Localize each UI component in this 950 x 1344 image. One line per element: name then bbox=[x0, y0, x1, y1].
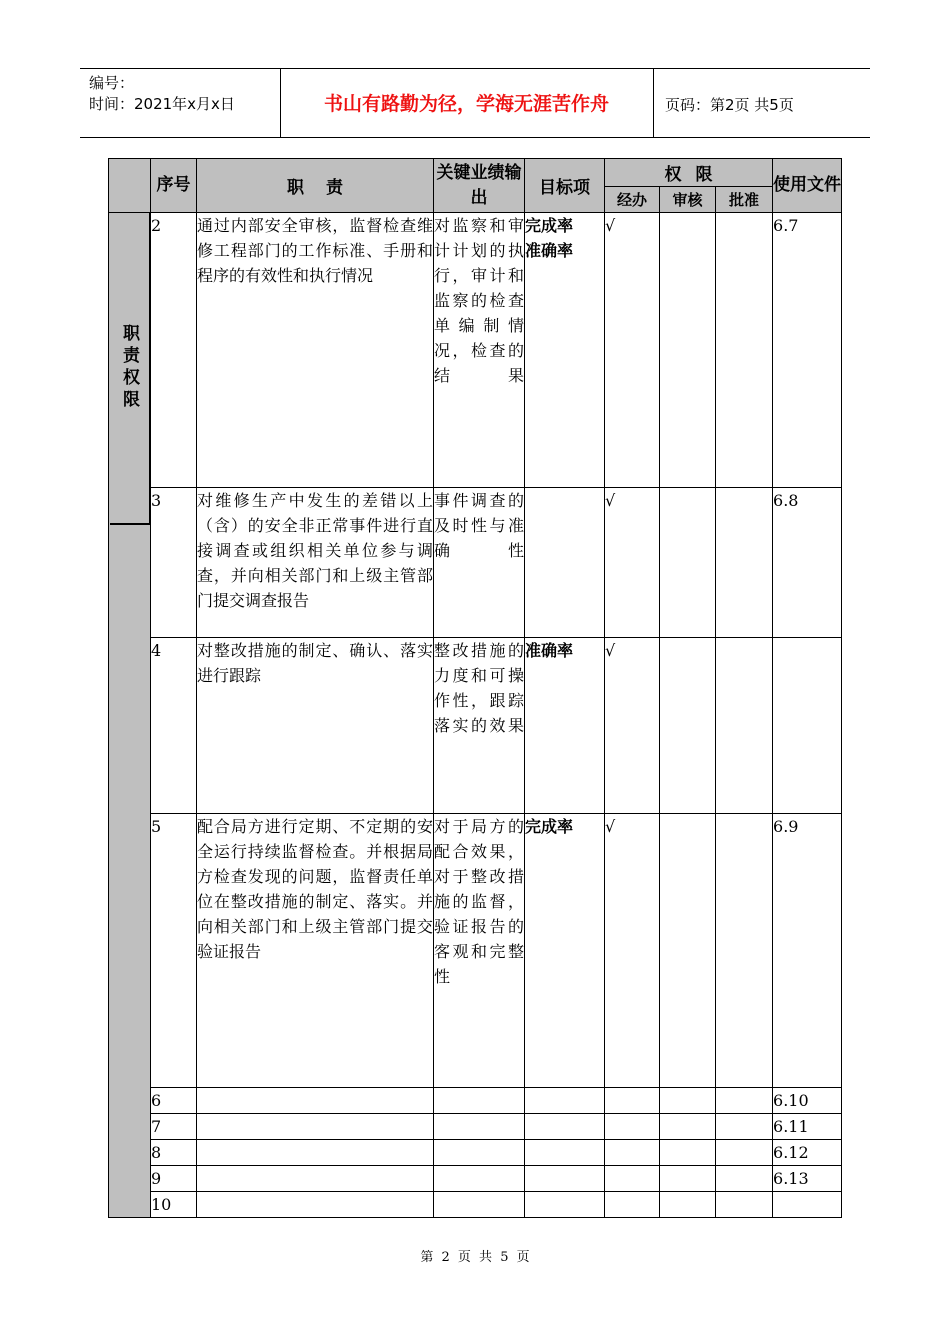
row-num: 10 bbox=[151, 1192, 197, 1218]
row-handle-check: √ bbox=[605, 638, 660, 814]
row-handle-check: √ bbox=[605, 488, 660, 638]
row-target bbox=[525, 488, 605, 638]
row-duty bbox=[197, 1192, 434, 1218]
row-approve-check bbox=[716, 638, 773, 814]
row-target bbox=[525, 1166, 605, 1192]
duty-table bbox=[108, 158, 842, 1218]
page-indicator: 页码：第2页 共5页 bbox=[665, 96, 794, 114]
row-review-check bbox=[660, 1088, 716, 1114]
row-duty: 通过内部安全审核，监督检查维修工程部门的工作标准、手册和程序的有效性和执行情况 bbox=[197, 213, 434, 488]
col-review-header: 审核 bbox=[660, 187, 716, 213]
row-kpi bbox=[434, 1140, 525, 1166]
row-duty: 配合局方进行定期、不定期的安全运行持续监督检查。并根据局方检查发现的问题，监督责任单位在整改措施的制定、落实。并向相关部门和上级主管部门提交验证报告 bbox=[197, 814, 434, 1088]
row-kpi bbox=[434, 1114, 525, 1140]
col-num-header: 序号 bbox=[151, 159, 197, 213]
page-footer: 第 2 页 共 5 页 bbox=[420, 1250, 530, 1265]
row-file bbox=[773, 638, 842, 814]
row-target bbox=[525, 1088, 605, 1114]
col-authority-header: 权限 bbox=[605, 159, 773, 187]
col-kpi-header: 关键业绩输出 bbox=[434, 159, 525, 213]
table-row bbox=[109, 814, 842, 1088]
table-row bbox=[109, 1192, 842, 1218]
row-duty bbox=[197, 1114, 434, 1140]
table-row bbox=[109, 488, 842, 638]
row-target bbox=[525, 1192, 605, 1218]
table-row bbox=[109, 213, 842, 488]
row-review-check bbox=[660, 638, 716, 814]
row-approve-check bbox=[716, 1140, 773, 1166]
row-approve-check bbox=[716, 1192, 773, 1218]
header-divider bbox=[653, 69, 654, 137]
row-approve-check bbox=[716, 1088, 773, 1114]
row-review-check bbox=[660, 1114, 716, 1140]
number-label: 编号： bbox=[89, 74, 135, 92]
row-review-check bbox=[660, 1166, 716, 1192]
row-duty bbox=[197, 1166, 434, 1192]
time-label: 时间：2021年x月x日 bbox=[89, 95, 235, 113]
table-row bbox=[109, 638, 842, 814]
row-approve-check bbox=[716, 814, 773, 1088]
row-target bbox=[525, 1114, 605, 1140]
row-handle-check bbox=[605, 1114, 660, 1140]
row-review-check bbox=[660, 213, 716, 488]
row-duty bbox=[197, 1140, 434, 1166]
row-file bbox=[773, 1192, 842, 1218]
row-num: 9 bbox=[151, 1166, 197, 1192]
row-file: 6.8 bbox=[773, 488, 842, 638]
col-target-header: 目标项 bbox=[525, 159, 605, 213]
table-row bbox=[109, 1140, 842, 1166]
row-duty: 对维修生产中发生的差错以上（含）的安全非正常事件进行直接调查或组织相关单位参与调查，并向相关部门和上级主管部门提交调查报告 bbox=[197, 488, 434, 638]
row-file: 6.10 bbox=[773, 1088, 842, 1114]
header-motto: 书山有路勤为径，学海无涯苦作舟 bbox=[323, 93, 609, 115]
row-handle-check bbox=[605, 1192, 660, 1218]
row-kpi: 对于局方的配合效果，对于整改措施的监督，验证报告的客观和完整性 bbox=[434, 814, 525, 1088]
row-file: 6.12 bbox=[773, 1140, 842, 1166]
row-file: 6.9 bbox=[773, 814, 842, 1088]
row-approve-check bbox=[716, 1114, 773, 1140]
table-header-row bbox=[109, 159, 842, 187]
col-duty-header: 职责 bbox=[197, 159, 434, 213]
row-target: 准确率 bbox=[525, 638, 605, 814]
section-label: 职责权限 bbox=[119, 324, 139, 412]
row-approve-check bbox=[716, 1166, 773, 1192]
header-corner bbox=[109, 159, 151, 213]
row-target: 完成率 准确率 bbox=[525, 213, 605, 488]
col-file-header: 使用文件 bbox=[773, 159, 842, 213]
row-approve-check bbox=[716, 488, 773, 638]
row-review-check bbox=[660, 488, 716, 638]
row-num: 4 bbox=[151, 638, 197, 814]
row-file: 6.13 bbox=[773, 1166, 842, 1192]
document-header bbox=[80, 68, 870, 138]
row-review-check bbox=[660, 1140, 716, 1166]
row-approve-check bbox=[716, 213, 773, 488]
row-file: 6.7 bbox=[773, 213, 842, 488]
row-review-check bbox=[660, 814, 716, 1088]
row-num: 7 bbox=[151, 1114, 197, 1140]
row-num: 2 bbox=[151, 213, 197, 488]
table-row bbox=[109, 1166, 842, 1192]
row-kpi bbox=[434, 1088, 525, 1114]
row-handle-check: √ bbox=[605, 213, 660, 488]
row-num: 8 bbox=[151, 1140, 197, 1166]
row-num: 5 bbox=[151, 814, 197, 1088]
row-kpi bbox=[434, 1192, 525, 1218]
row-file: 6.11 bbox=[773, 1114, 842, 1140]
row-target bbox=[525, 1140, 605, 1166]
header-meta bbox=[89, 73, 235, 115]
row-duty bbox=[197, 1088, 434, 1114]
row-num: 6 bbox=[151, 1088, 197, 1114]
section-side-cell bbox=[109, 213, 151, 1218]
row-handle-check bbox=[605, 1140, 660, 1166]
row-handle-check: √ bbox=[605, 814, 660, 1088]
row-handle-check bbox=[605, 1088, 660, 1114]
row-duty: 对整改措施的制定、确认、落实进行跟踪 bbox=[197, 638, 434, 814]
row-kpi bbox=[434, 1166, 525, 1192]
row-handle-check bbox=[605, 1166, 660, 1192]
row-review-check bbox=[660, 1192, 716, 1218]
row-kpi: 对监察和审计计划的执行，审计和监察的检查单编制情况，检查的结果 bbox=[434, 213, 525, 488]
col-approve-header: 批准 bbox=[716, 187, 773, 213]
col-handle-header: 经办 bbox=[605, 187, 660, 213]
table-row bbox=[109, 1114, 842, 1140]
row-kpi: 整改措施的力度和可操作性，跟踪落实的效果 bbox=[434, 638, 525, 814]
table-row bbox=[109, 1088, 842, 1114]
row-kpi: 事件调查的及时性与准确性 bbox=[434, 488, 525, 638]
row-num: 3 bbox=[151, 488, 197, 638]
row-target: 完成率 bbox=[525, 814, 605, 1088]
